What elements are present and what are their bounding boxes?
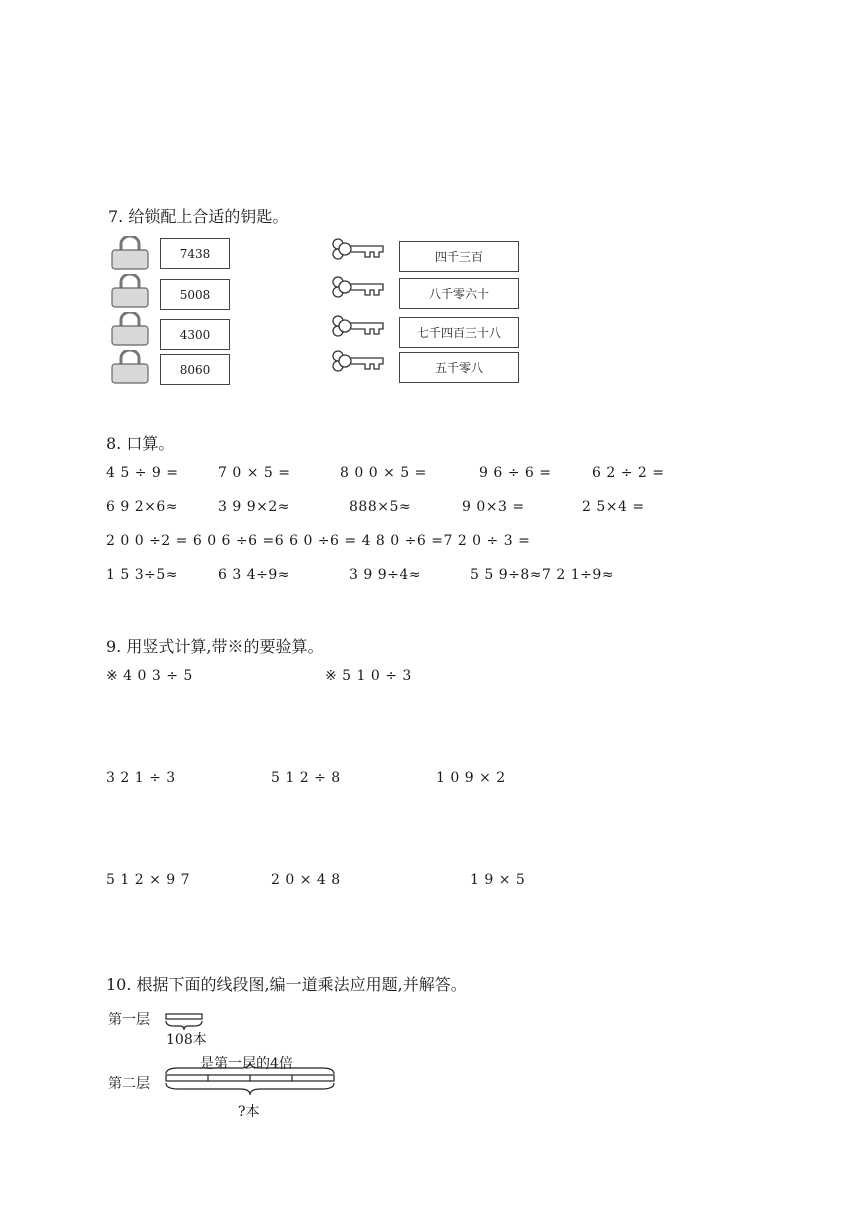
mental-calc-item: 3 9 9÷4≈: [349, 567, 421, 583]
lock-icon: [110, 312, 150, 346]
lock-number-box: 5008: [160, 279, 230, 310]
mental-calc-item: 2 5×4 =: [582, 499, 645, 515]
mental-calc-item: 6 9 2×6≈: [106, 499, 178, 515]
key-icon: [330, 348, 386, 374]
floor1-brace: [166, 1021, 202, 1030]
floor2-top-brace: [166, 1062, 334, 1074]
key-word-box: 四千三百: [399, 241, 519, 272]
mental-calc-item: 4 5 ÷ 9 =: [106, 465, 179, 481]
floor2-bottom-brace: [166, 1083, 334, 1095]
mental-calc-item: 2 0 0 ÷2 = 6 0 6 ÷6 =6 6 0 ÷6 = 4 8 0 ÷6 =7 2 0 ÷ 3 =: [106, 533, 531, 549]
key-icon: [330, 274, 386, 300]
mental-calc-item: 6 3 4÷9≈: [218, 567, 290, 583]
vertical-calc-item: ※ 4 0 3 ÷ 5: [106, 668, 193, 684]
floor2-value: ?本: [238, 1104, 260, 1120]
lock-icon: [110, 350, 150, 384]
mental-calc-item: 888×5≈: [349, 499, 412, 515]
mental-calc-item: 1 5 3÷5≈: [106, 567, 178, 583]
mental-calc-item: 3 9 9×2≈: [218, 499, 290, 515]
q10-heading: 10. 根据下面的线段图,编一道乘法应用题,并解答。: [106, 975, 467, 994]
q9-heading: 9. 用竖式计算,带※的要验算。: [106, 637, 324, 656]
lock-number-box: 4300: [160, 319, 230, 350]
lock-icon: [110, 236, 150, 270]
q8-heading: 8. 口算。: [106, 434, 175, 453]
q7-heading: 7. 给锁配上合适的钥匙。: [108, 207, 289, 226]
mental-calc-item: 7 0 × 5 =: [218, 465, 291, 481]
vertical-calc-item: 1 0 9 × 2: [436, 770, 506, 786]
vertical-calc-item: ※ 5 1 0 ÷ 3: [325, 668, 412, 684]
vertical-calc-item: 2 0 × 4 8: [271, 872, 341, 888]
mental-calc-item: 9 6 ÷ 6 =: [479, 465, 552, 481]
key-icon: [330, 313, 386, 339]
vertical-calc-item: 5 1 2 ÷ 8: [271, 770, 341, 786]
mental-calc-item: 9 0×3 =: [462, 499, 525, 515]
vertical-calc-item: 5 1 2 × 9 7: [106, 872, 191, 888]
lock-number-box: 7438: [160, 238, 230, 269]
mental-calc-item: 6 2 ÷ 2 =: [592, 465, 665, 481]
lock-number-box: 8060: [160, 354, 230, 385]
key-word-box: 五千零八: [399, 352, 519, 383]
key-icon: [330, 236, 386, 262]
mental-calc-item: 5 5 9÷8≈7 2 1÷9≈: [470, 567, 614, 583]
floor2-label: 第二层: [108, 1076, 150, 1092]
line-segment-diagram: [160, 1008, 350, 1108]
vertical-calc-item: 1 9 × 5: [470, 872, 526, 888]
vertical-calc-item: 3 2 1 ÷ 3: [106, 770, 176, 786]
relation-label: 是第一层的4倍: [200, 1056, 293, 1072]
floor1-value: 108本: [166, 1032, 207, 1048]
key-word-box: 七千四百三十八: [399, 317, 519, 348]
lock-icon: [110, 274, 150, 308]
floor1-label: 第一层: [108, 1012, 150, 1028]
key-word-box: 八千零六十: [399, 278, 519, 309]
mental-calc-item: 8 0 0 × 5 =: [340, 465, 427, 481]
floor1-segment: [166, 1014, 202, 1019]
